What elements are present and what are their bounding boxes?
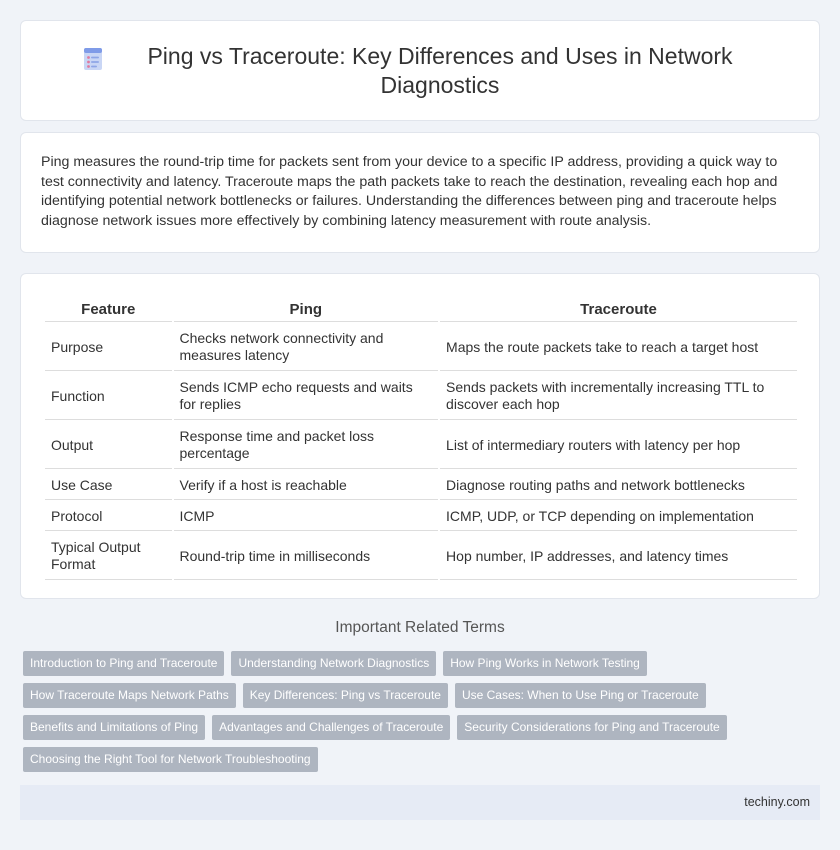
table-cell: Protocol	[45, 502, 172, 531]
header-feature: Feature	[45, 296, 172, 322]
table-cell: ICMP, UDP, or TCP depending on implementation	[440, 502, 797, 531]
header-traceroute: Traceroute	[440, 296, 797, 322]
table-cell: ICMP	[174, 502, 439, 531]
comparison-table	[43, 294, 799, 582]
table-cell: Use Case	[45, 471, 172, 500]
table-header-row	[45, 296, 797, 322]
related-term-tag[interactable]: Security Considerations for Ping and Traceroute	[457, 715, 726, 740]
table-cell: Output	[45, 422, 172, 469]
table-row	[45, 373, 797, 420]
table-cell: Diagnose routing paths and network bottlenecks	[440, 471, 797, 500]
header-ping: Ping	[174, 296, 439, 322]
title-wrap	[70, 42, 770, 100]
related-terms-list	[23, 651, 813, 779]
table-cell: Purpose	[45, 324, 172, 371]
table-cell: Maps the route packets take to reach a target host	[440, 324, 797, 371]
table-cell: Sends ICMP echo requests and waits for replies	[174, 373, 439, 420]
table-row	[45, 471, 797, 500]
related-term-tag[interactable]: Understanding Network Diagnostics	[231, 651, 436, 676]
table-cell: Hop number, IP addresses, and latency times	[440, 533, 797, 580]
related-term-tag[interactable]: Advantages and Challenges of Traceroute	[212, 715, 450, 740]
table-cell: List of intermediary routers with latency per hop	[440, 422, 797, 469]
table-cell: Verify if a host is reachable	[174, 471, 439, 500]
comparison-card	[20, 273, 820, 599]
related-term-tag[interactable]: Key Differences: Ping vs Traceroute	[243, 683, 448, 708]
related-term-tag[interactable]: How Traceroute Maps Network Paths	[23, 683, 236, 708]
related-term-tag[interactable]: Introduction to Ping and Traceroute	[23, 651, 224, 676]
table-cell: Function	[45, 373, 172, 420]
table-cell: Typical Output Format	[45, 533, 172, 580]
table-cell: Checks network connectivity and measures latency	[174, 324, 439, 371]
related-terms-title: Important Related Terms	[335, 619, 505, 636]
intro-card	[20, 132, 820, 253]
page-title: Ping vs Traceroute: Key Differences and Uses in Network Diagnostics	[147, 42, 733, 98]
intro-paragraph: Ping measures the round-trip time for packets sent from your device to a specific IP address, providing a quick way to test connectivity and latency. Traceroute maps the path packets take to reach the destination, revealing each hop and identifying potential network bottlenecks or failures. Understanding the differences between ping and traceroute helps diagnose network issues more effectively by combining latency measurement with route analysis.	[41, 154, 778, 229]
related-term-tag[interactable]: Use Cases: When to Use Ping or Traceroute	[455, 683, 706, 708]
related-term-tag[interactable]: Benefits and Limitations of Ping	[23, 715, 205, 740]
footer-site-link[interactable]: techiny.com	[744, 795, 810, 809]
footer	[20, 785, 820, 820]
table-cell: Round-trip time in milliseconds	[174, 533, 439, 580]
table-row	[45, 324, 797, 371]
table-row	[45, 502, 797, 531]
table-cell: Sends packets with incrementally increasing TTL to discover each hop	[440, 373, 797, 420]
document-list-icon	[80, 46, 106, 72]
related-term-tag[interactable]: How Ping Works in Network Testing	[443, 651, 647, 676]
table-cell: Response time and packet loss percentage	[174, 422, 439, 469]
table-row	[45, 533, 797, 580]
table-row	[45, 422, 797, 469]
related-term-tag[interactable]: Choosing the Right Tool for Network Troubleshooting	[23, 747, 318, 772]
title-card	[20, 20, 820, 121]
